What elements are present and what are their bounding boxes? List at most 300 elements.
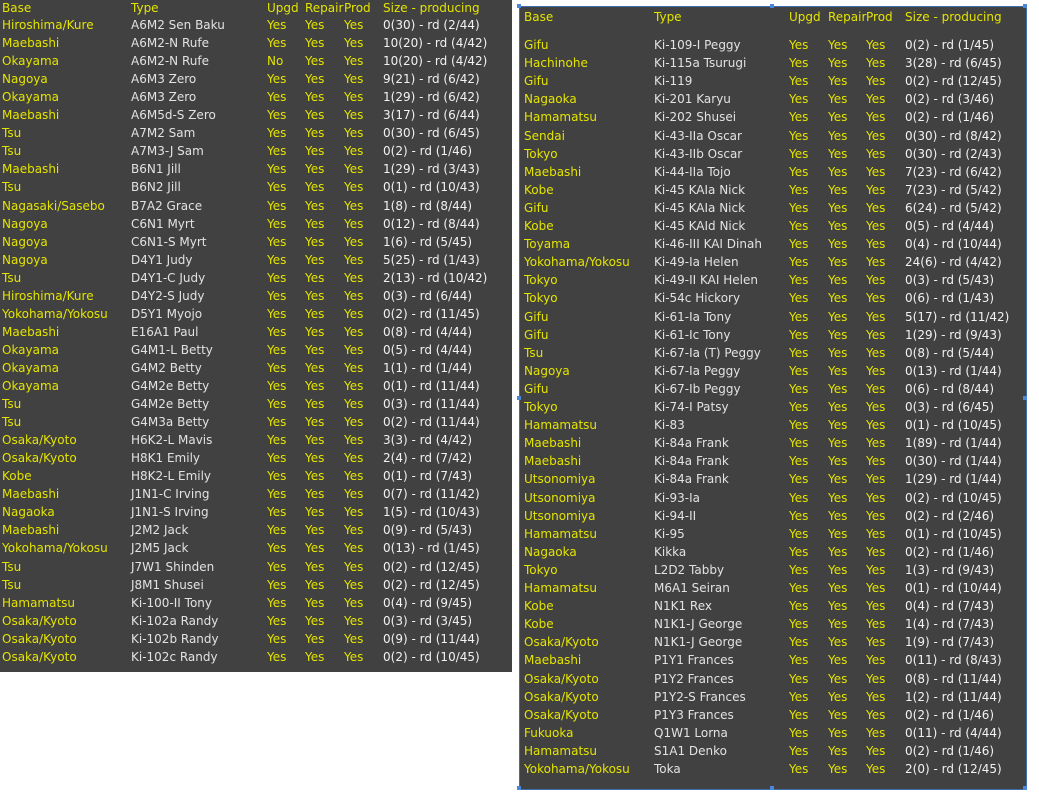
- cell-upgrade: Yes: [789, 689, 809, 704]
- table-row[interactable]: [0, 160, 512, 178]
- table-row[interactable]: [520, 597, 1026, 615]
- cell-base: Maebashi: [524, 653, 582, 668]
- cell-type: B6N1 Jill: [131, 162, 181, 177]
- cell-repair: Yes: [828, 671, 848, 686]
- cell-prod: Yes: [866, 255, 886, 270]
- cell-prod: Yes: [866, 273, 886, 288]
- table-row[interactable]: [520, 217, 1026, 235]
- cell-upgrade: Yes: [789, 146, 809, 161]
- table-row[interactable]: [520, 253, 1026, 271]
- cell-size-producing: 0(30) - rd (8/42): [905, 128, 1002, 143]
- cell-type: A6M2 Sen Baku: [131, 18, 225, 32]
- cell-prod: Yes: [866, 92, 886, 107]
- cell-upgrade: Yes: [789, 743, 809, 758]
- cell-size-producing: 0(30) - rd (2/44): [383, 18, 480, 32]
- cell-repair: Yes: [305, 126, 325, 141]
- cell-size-producing: 2(0) - rd (12/45): [905, 762, 1002, 776]
- cell-size-producing: 0(8) - rd (4/44): [383, 324, 473, 339]
- table-row[interactable]: [0, 106, 512, 124]
- cell-prod: Yes: [866, 581, 886, 595]
- table-row[interactable]: [520, 633, 1026, 651]
- cell-base: Osaka/Kyoto: [2, 613, 77, 628]
- cell-type: Ki-54c Hickory: [654, 291, 741, 306]
- cell-upgrade: Yes: [267, 234, 287, 249]
- cell-repair: Yes: [305, 342, 325, 357]
- cell-size-producing: 0(4) - rd (10/44): [905, 237, 1002, 252]
- cell-prod: Yes: [344, 108, 364, 123]
- cell-prod: Yes: [344, 54, 364, 69]
- table-row[interactable]: [520, 235, 1026, 253]
- cell-upgrade: Yes: [267, 487, 287, 502]
- cell-size-producing: 0(2) - rd (12/45): [383, 577, 480, 592]
- table-row[interactable]: [520, 525, 1026, 543]
- table-row[interactable]: [0, 413, 512, 431]
- cell-upgrade: Yes: [789, 92, 809, 107]
- cell-upgrade: Yes: [267, 36, 287, 51]
- table-row[interactable]: [520, 308, 1026, 326]
- cell-repair: Yes: [828, 544, 848, 559]
- selection-handle-top-mid[interactable]: [770, 4, 774, 8]
- cell-prod: Yes: [866, 436, 886, 451]
- cell-upgrade: Yes: [267, 252, 287, 267]
- cell-prod: Yes: [866, 599, 886, 614]
- cell-upgrade: Yes: [789, 38, 809, 52]
- cell-base: Nagoya: [2, 252, 48, 267]
- table-row[interactable]: [520, 72, 1026, 90]
- cell-type: Ki-45 KAId Nick: [654, 219, 746, 233]
- header-prod[interactable]: Prod: [866, 10, 893, 24]
- table-row[interactable]: [520, 452, 1026, 470]
- cell-type: Ki-102a Randy: [131, 613, 219, 628]
- cell-base: Hamamatsu: [524, 743, 598, 758]
- table-row[interactable]: [520, 362, 1026, 380]
- cell-upgrade: Yes: [267, 541, 287, 556]
- cell-repair: Yes: [305, 469, 325, 484]
- table-row[interactable]: [0, 287, 512, 305]
- table-row[interactable]: [520, 706, 1026, 724]
- table-row[interactable]: [520, 615, 1026, 633]
- table-row[interactable]: [0, 431, 512, 449]
- cell-repair: Yes: [828, 291, 848, 306]
- cell-base: Tokyo: [524, 146, 558, 161]
- table-row[interactable]: [520, 145, 1026, 163]
- cell-repair: Yes: [305, 451, 325, 466]
- cell-repair: Yes: [828, 454, 848, 469]
- table-row[interactable]: [520, 326, 1026, 344]
- cell-type: A6M5d-S Zero: [131, 108, 216, 123]
- cell-type: P1Y2-S Frances: [654, 689, 746, 704]
- cell-prod: Yes: [866, 74, 886, 89]
- table-row[interactable]: [0, 576, 512, 594]
- table-row[interactable]: [0, 395, 512, 413]
- cell-prod: Yes: [866, 544, 886, 559]
- cell-repair: Yes: [305, 108, 325, 123]
- cell-prod: Yes: [866, 164, 886, 179]
- cell-repair: Yes: [828, 653, 848, 668]
- cell-repair: Yes: [305, 54, 325, 69]
- table-row[interactable]: [520, 380, 1026, 398]
- cell-prod: Yes: [866, 237, 886, 252]
- cell-size-producing: 0(1) - rd (10/45): [905, 526, 1002, 541]
- cell-base: Maebashi: [524, 164, 582, 179]
- selection-handle-mid-right[interactable]: [1023, 396, 1027, 400]
- cell-type: G4M2 Betty: [131, 360, 202, 375]
- cell-upgrade: Yes: [789, 617, 809, 632]
- cell-repair: Yes: [828, 237, 848, 252]
- cell-repair: Yes: [305, 397, 325, 412]
- table-row[interactable]: [0, 124, 512, 142]
- cell-type: J7W1 Shinden: [131, 559, 215, 574]
- cell-prod: Yes: [866, 381, 886, 396]
- table-row[interactable]: [0, 539, 512, 557]
- table-row[interactable]: [520, 416, 1026, 434]
- cell-base: Tsu: [2, 126, 22, 141]
- cell-base: Nagoya: [2, 234, 48, 249]
- cell-upgrade: Yes: [789, 454, 809, 469]
- cell-upgrade: Yes: [789, 508, 809, 523]
- cell-size-producing: 0(5) - rd (4/44): [383, 342, 473, 357]
- cell-base: Tokyo: [524, 400, 558, 414]
- cell-prod: Yes: [344, 306, 364, 321]
- cell-size-producing: 0(2) - rd (1/46): [905, 544, 995, 559]
- table-row[interactable]: [520, 760, 1026, 778]
- cell-size-producing: 0(3) - rd (6/45): [905, 400, 995, 414]
- cell-upgrade: Yes: [267, 198, 287, 213]
- cell-prod: Yes: [344, 469, 364, 484]
- cell-repair: Yes: [828, 164, 848, 179]
- table-row[interactable]: [0, 377, 512, 395]
- cell-size-producing: 1(4) - rd (7/43): [905, 617, 995, 632]
- cell-repair: Yes: [305, 577, 325, 592]
- cell-size-producing: 0(12) - rd (8/44): [383, 216, 480, 231]
- header-base[interactable]: Base: [524, 10, 554, 24]
- cell-upgrade: Yes: [267, 126, 287, 141]
- cell-size-producing: 0(4) - rd (7/43): [905, 599, 995, 614]
- table-row[interactable]: [520, 688, 1026, 706]
- table-row[interactable]: [520, 742, 1026, 760]
- cell-upgrade: Yes: [267, 595, 287, 610]
- table-row[interactable]: [520, 398, 1026, 416]
- table-row[interactable]: [520, 507, 1026, 525]
- cell-upgrade: Yes: [789, 707, 809, 722]
- header-size-producing[interactable]: Size - producing: [383, 1, 480, 15]
- cell-base: Hiroshima/Kure: [2, 18, 94, 32]
- cell-base: Kobe: [524, 182, 554, 197]
- table-row[interactable]: [520, 289, 1026, 307]
- header-type[interactable]: Type: [654, 10, 682, 24]
- cell-upgrade: Yes: [789, 762, 809, 776]
- cell-size-producing: 0(3) - rd (3/45): [383, 613, 473, 628]
- cell-prod: Yes: [866, 309, 886, 324]
- table-row[interactable]: [520, 489, 1026, 507]
- cell-base: Nagoya: [2, 72, 48, 87]
- cell-size-producing: 9(21) - rd (6/42): [383, 72, 480, 87]
- cell-repair: Yes: [305, 433, 325, 448]
- cell-repair: Yes: [828, 490, 848, 505]
- table-row[interactable]: [0, 16, 512, 34]
- header-prod[interactable]: Prod: [344, 1, 371, 15]
- cell-base: Gifu: [524, 327, 549, 342]
- table-row[interactable]: [520, 163, 1026, 181]
- cell-upgrade: Yes: [789, 490, 809, 505]
- table-row[interactable]: [0, 52, 512, 70]
- cell-base: Hamamatsu: [524, 581, 598, 595]
- cell-size-producing: 0(8) - rd (5/44): [905, 345, 995, 360]
- cell-type: Ki-49-II KAI Helen: [654, 273, 758, 288]
- cell-base: Nagaoka: [524, 544, 577, 559]
- cell-base: Maebashi: [524, 436, 582, 451]
- cell-repair: Yes: [305, 198, 325, 213]
- cell-size-producing: 2(4) - rd (7/42): [383, 451, 473, 466]
- table-row[interactable]: [0, 612, 512, 630]
- selection-handle-top-right[interactable]: [1023, 4, 1027, 8]
- selection-handle-top-left[interactable]: [517, 4, 521, 8]
- cell-type: G4M1-L Betty: [131, 342, 213, 357]
- table-row[interactable]: [0, 178, 512, 196]
- cell-upgrade: Yes: [267, 270, 287, 285]
- cell-base: Kobe: [524, 599, 554, 614]
- table-row[interactable]: [520, 181, 1026, 199]
- cell-base: Maebashi: [2, 324, 60, 339]
- cell-prod: Yes: [344, 415, 364, 430]
- table-row[interactable]: [520, 651, 1026, 669]
- table-row[interactable]: [0, 215, 512, 233]
- table-row[interactable]: [520, 670, 1026, 688]
- table-row[interactable]: [0, 142, 512, 160]
- table-row[interactable]: [520, 724, 1026, 742]
- cell-size-producing: 1(9) - rd (7/43): [905, 635, 995, 650]
- header-base[interactable]: Base: [2, 1, 32, 15]
- cell-type: Ki-44-IIa Tojo: [654, 164, 731, 179]
- table-row[interactable]: [0, 233, 512, 251]
- table-row[interactable]: [520, 470, 1026, 488]
- cell-repair: Yes: [305, 144, 325, 159]
- cell-upgrade: Yes: [267, 433, 287, 448]
- cell-upgrade: Yes: [267, 360, 287, 375]
- table-row[interactable]: [0, 521, 512, 539]
- table-row[interactable]: [0, 630, 512, 648]
- cell-upgrade: Yes: [267, 469, 287, 484]
- cell-base: Osaka/Kyoto: [2, 433, 77, 448]
- cell-prod: Yes: [866, 56, 886, 71]
- cell-base: Nagaoka: [2, 505, 55, 520]
- cell-upgrade: Yes: [789, 381, 809, 396]
- header-type[interactable]: Type: [131, 1, 159, 15]
- cell-type: Ki-43-IIa Oscar: [654, 128, 742, 143]
- cell-prod: Yes: [866, 146, 886, 161]
- cell-size-producing: 0(2) - rd (1/46): [905, 743, 995, 758]
- cell-prod: Yes: [866, 526, 886, 541]
- cell-size-producing: 1(8) - rd (8/44): [383, 198, 473, 213]
- table-row[interactable]: [520, 579, 1026, 597]
- cell-type: Ki-83: [654, 418, 685, 433]
- table-row[interactable]: [520, 36, 1026, 54]
- cell-base: Yokohama/Yokosu: [524, 255, 630, 270]
- table-row[interactable]: [0, 34, 512, 52]
- table-row[interactable]: [0, 503, 512, 521]
- table-row[interactable]: [0, 305, 512, 323]
- table-row[interactable]: [0, 359, 512, 377]
- table-row[interactable]: [0, 88, 512, 106]
- table-row[interactable]: [0, 648, 512, 666]
- cell-size-producing: 0(1) - rd (10/44): [905, 581, 1002, 595]
- table-row[interactable]: [520, 543, 1026, 561]
- table-row[interactable]: [0, 251, 512, 269]
- cell-base: Tsu: [2, 270, 22, 285]
- cell-size-producing: 1(29) - rd (9/43): [905, 327, 1002, 342]
- cell-repair: Yes: [305, 162, 325, 177]
- cell-upgrade: Yes: [789, 182, 809, 197]
- cell-repair: Yes: [828, 508, 848, 523]
- cell-prod: Yes: [866, 689, 886, 704]
- cell-size-producing: 0(7) - rd (11/42): [383, 487, 480, 502]
- cell-prod: Yes: [344, 523, 364, 538]
- cell-repair: Yes: [305, 234, 325, 249]
- table-row[interactable]: [520, 561, 1026, 579]
- cell-base: Okayama: [2, 360, 60, 375]
- cell-size-producing: 0(13) - rd (1/45): [383, 541, 480, 556]
- cell-size-producing: 0(2) - rd (1/46): [905, 110, 995, 125]
- cell-type: A6M3 Zero: [131, 72, 197, 87]
- left-production-table: [0, 0, 512, 672]
- cell-type: Ki-84a Frank: [654, 472, 729, 487]
- cell-type: Ki-49-Ia Helen: [654, 255, 739, 270]
- cell-type: Ki-202 Shusei: [654, 110, 737, 125]
- cell-prod: Yes: [344, 595, 364, 610]
- table-row[interactable]: [0, 558, 512, 576]
- cell-repair: Yes: [305, 559, 325, 574]
- table-row[interactable]: [0, 467, 512, 485]
- cell-size-producing: 0(4) - rd (9/45): [383, 595, 473, 610]
- table-row[interactable]: [0, 269, 512, 287]
- cell-upgrade: Yes: [789, 725, 809, 740]
- table-row[interactable]: [520, 434, 1026, 452]
- cell-base: Yokohama/Yokosu: [524, 762, 630, 776]
- table-row[interactable]: [0, 594, 512, 612]
- table-row[interactable]: [520, 127, 1026, 145]
- cell-prod: Yes: [344, 180, 364, 195]
- cell-upgrade: Yes: [789, 363, 809, 378]
- cell-type: G4M2e Betty: [131, 397, 210, 412]
- cell-type: Ki-43-IIb Oscar: [654, 146, 743, 161]
- cell-upgrade: Yes: [789, 309, 809, 324]
- cell-base: Tsu: [524, 345, 544, 360]
- cell-size-producing: 3(28) - rd (6/45): [905, 56, 1002, 71]
- cell-prod: Yes: [866, 562, 886, 577]
- cell-size-producing: 0(2) - rd (1/46): [905, 707, 995, 722]
- table-row[interactable]: [520, 90, 1026, 108]
- cell-repair: Yes: [828, 345, 848, 360]
- cell-base: Osaka/Kyoto: [2, 649, 77, 664]
- cell-repair: Yes: [828, 635, 848, 650]
- cell-upgrade: Yes: [267, 18, 287, 32]
- selection-handle-bottom-right[interactable]: [1023, 786, 1027, 790]
- table-row[interactable]: [0, 197, 512, 215]
- cell-repair: Yes: [305, 324, 325, 339]
- cell-upgrade: Yes: [789, 110, 809, 125]
- cell-base: Maebashi: [524, 454, 582, 469]
- cell-upgrade: Yes: [267, 108, 287, 123]
- header-upgrade[interactable]: Upgd: [789, 10, 821, 24]
- cell-type: Ki-67-Ia (T) Peggy: [654, 345, 761, 360]
- cell-prod: Yes: [866, 490, 886, 505]
- cell-upgrade: Yes: [789, 56, 809, 71]
- cell-upgrade: Yes: [789, 562, 809, 577]
- cell-repair: Yes: [828, 56, 848, 71]
- cell-prod: Yes: [866, 472, 886, 487]
- header-repair[interactable]: Repair: [305, 1, 344, 15]
- header-size-producing[interactable]: Size - producing: [905, 10, 1002, 24]
- cell-size-producing: 5(25) - rd (1/43): [383, 252, 480, 267]
- selection-handle-mid-left[interactable]: [517, 396, 521, 400]
- cell-base: Maebashi: [2, 523, 60, 538]
- cell-base: Utsonomiya: [524, 508, 596, 523]
- cell-repair: Yes: [828, 327, 848, 342]
- cell-base: Nagasaki/Sasebo: [2, 198, 105, 213]
- table-row[interactable]: [0, 449, 512, 467]
- cell-base: Sendai: [524, 128, 565, 143]
- cell-base: Gifu: [524, 38, 549, 52]
- cell-size-producing: 7(23) - rd (6/42): [905, 164, 1002, 179]
- cell-size-producing: 1(3) - rd (9/43): [905, 562, 995, 577]
- table-row[interactable]: [520, 108, 1026, 126]
- table-row[interactable]: [0, 70, 512, 88]
- cell-prod: Yes: [344, 631, 364, 646]
- cell-size-producing: 0(1) - rd (11/44): [383, 379, 480, 393]
- header-repair[interactable]: Repair: [828, 10, 867, 24]
- cell-base: Kobe: [524, 219, 554, 233]
- header-upgrade[interactable]: Upgd: [267, 1, 299, 15]
- table-row[interactable]: [0, 341, 512, 359]
- cell-size-producing: 7(23) - rd (5/42): [905, 182, 1002, 197]
- cell-size-producing: 0(6) - rd (1/43): [905, 291, 995, 306]
- cell-repair: Yes: [305, 523, 325, 538]
- table-row[interactable]: [520, 54, 1026, 72]
- selection-handle-bottom-mid[interactable]: [770, 786, 774, 790]
- cell-size-producing: 1(5) - rd (10/43): [383, 505, 480, 520]
- cell-prod: Yes: [866, 291, 886, 306]
- cell-base: Kobe: [524, 617, 554, 632]
- table-row[interactable]: [0, 485, 512, 503]
- cell-type: Ki-74-I Patsy: [654, 400, 729, 414]
- cell-repair: Yes: [828, 110, 848, 125]
- cell-repair: Yes: [305, 180, 325, 195]
- table-row[interactable]: [520, 344, 1026, 362]
- table-row[interactable]: [520, 271, 1026, 289]
- cell-base: Hiroshima/Kure: [2, 288, 94, 303]
- cell-repair: Yes: [305, 631, 325, 646]
- cell-repair: Yes: [305, 487, 325, 502]
- cell-size-producing: 3(3) - rd (4/42): [383, 433, 473, 448]
- cell-base: Fukuoka: [524, 725, 574, 740]
- cell-prod: Yes: [344, 234, 364, 249]
- cell-prod: Yes: [344, 487, 364, 502]
- cell-repair: Yes: [828, 599, 848, 614]
- cell-type: P1Y2 Frances: [654, 671, 734, 686]
- cell-upgrade: Yes: [267, 505, 287, 520]
- table-row[interactable]: [0, 323, 512, 341]
- cell-size-producing: 10(20) - rd (4/42): [383, 54, 488, 69]
- table-row[interactable]: [520, 199, 1026, 217]
- cell-prod: Yes: [866, 363, 886, 378]
- cell-type: P1Y3 Frances: [654, 707, 734, 722]
- cell-size-producing: 0(2) - rd (2/46): [905, 508, 995, 523]
- cell-upgrade: Yes: [267, 216, 287, 231]
- cell-base: Hamamatsu: [2, 595, 76, 610]
- selection-handle-bottom-left[interactable]: [517, 786, 521, 790]
- cell-repair: Yes: [305, 541, 325, 556]
- cell-type: Ki-67-Ib Peggy: [654, 381, 741, 396]
